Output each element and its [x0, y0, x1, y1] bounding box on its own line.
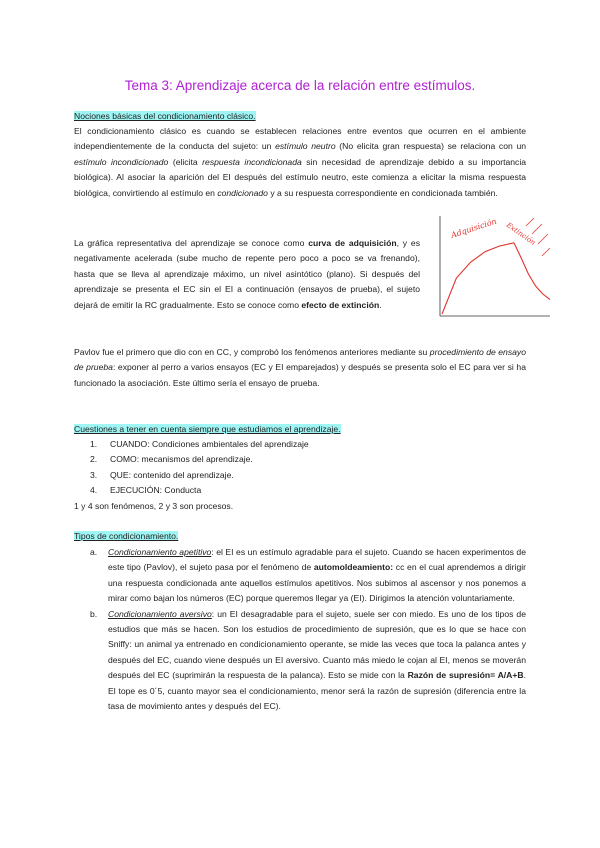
list-item: 4. EJECUCIÓN: Conducta [90, 485, 202, 496]
annotation-adquisicion: Adquisición [449, 216, 498, 240]
tipos-list [74, 545, 526, 714]
list-summary: 1 y 4 son fenómenos, 2 y 3 son procesos. [74, 500, 234, 511]
list-item: 3. QUE: contenido del aprendizaje. [90, 469, 234, 480]
acquisition-series-line [442, 243, 514, 314]
list-item: 2. COMO: mecanismos del aprendizaje. [90, 454, 253, 465]
paragraph-pavlov: Pavlov fue el primero que dio con en CC, y comprobó los fenómenos anteriores mediante su procedimiento de ensayo de prueba: exponer al perro a varios ensayos (EC y EI emparejados) y después se presenta solo el EC para ver si ha funcionado la asociación. Este último sería el ensayo de prueba. [74, 347, 526, 388]
section-heading-nociones: Nociones básicas del condicionamiento clásico. [74, 111, 256, 121]
acquisition-curve-chart [434, 212, 554, 324]
extinction-series-line [514, 243, 550, 300]
list-item-aversivo: b. Condicionamiento aversivo: un EI desagradable para el sujeto, suele ser con miedo. Es uno de los tipos de estudios que más se hacen. Son los estudios de procedimiento de supresión, que es lo que se hace con Sniffy: un animal ya entrenado en condicionamiento operante, se mide las veces que toca la palanca antes y después del EC, cuando viene después un EI aversivo. Cuanto más miedo le cojan al EI, menos se moverán después del EC (suprimirán la respuesta de la palanca). Esto se mide con la Razón de supresión= A/A+B. El tope es 0´5, cuanto mayor sea el condicionamiento, menor será la razón de supresión (diferencia entre la tasa de movimiento antes y después del EC). [90, 608, 526, 712]
page-title: Tema 3: Aprendizaje acerca de la relación entre estímulos. [124, 78, 476, 93]
section-heading-tipos: Tipos de condicionamiento. [74, 531, 179, 541]
list-item-apetitivo: a. Condicionamiento apetitivo: el EI es un estímulo agradable para el sujeto. Cuando se hacen experimentos de este tipo (Pavlov), el sujeto pasa por el fenómeno de automoldeamiento: cc en el cual aprendemos a dirigir una respuesta condicionada ante aquellos estímulos apetitivos. Nos subimos al ascensor y nos ponemos a mirar como bajan los números (EC) porque queremos llegar ya (EI). Dirigimos la atención voluntariamente. [90, 547, 526, 604]
paragraph-condicionamiento-clasico: El condicionamiento clásico es cuando se establecen relaciones entre eventos que ocurren en el ambiente independientemente de la conducta del sujeto: un estímulo neutro (No elicita gran respuesta) se relaciona con un estímulo incondicionado (elicita respuesta incondicionada sin necesidad de aprendizaje debido a su importancia biológica). Al asociar la aparición del EI después del estímulo neutro, este comienza a elicitar la misma respuesta biológica, convirtiendo al estímulo en condicionado y a su respuesta correspondiente en condicionada también. [74, 126, 527, 198]
aprendizaje-list [74, 437, 526, 514]
annotation-extincion: Extinción [504, 221, 537, 247]
list-item: 1. CUANDO: Condiciones ambientales del aprendizaje [90, 439, 309, 449]
section-heading-cuestiones: Cuestiones a tener en cuenta siempre que estudiamos el aprendizaje. [74, 424, 341, 434]
paragraph-curva-adquisicion: La gráfica representativa del aprendizaje se conoce como curva de adquisición, y es negativamente acelerada (sube mucho de repente pero poco a poco se va frenando), hasta que se lleva al aprendizaje máximo, un nivel asintótico (plano). Si después del aprendizaje se presenta el EC sin el EI a continuación (ensayos de prueba), el sujeto dejará de emitir la RC gradualmente. Esto se conoce como efecto de extinción. [74, 238, 420, 310]
